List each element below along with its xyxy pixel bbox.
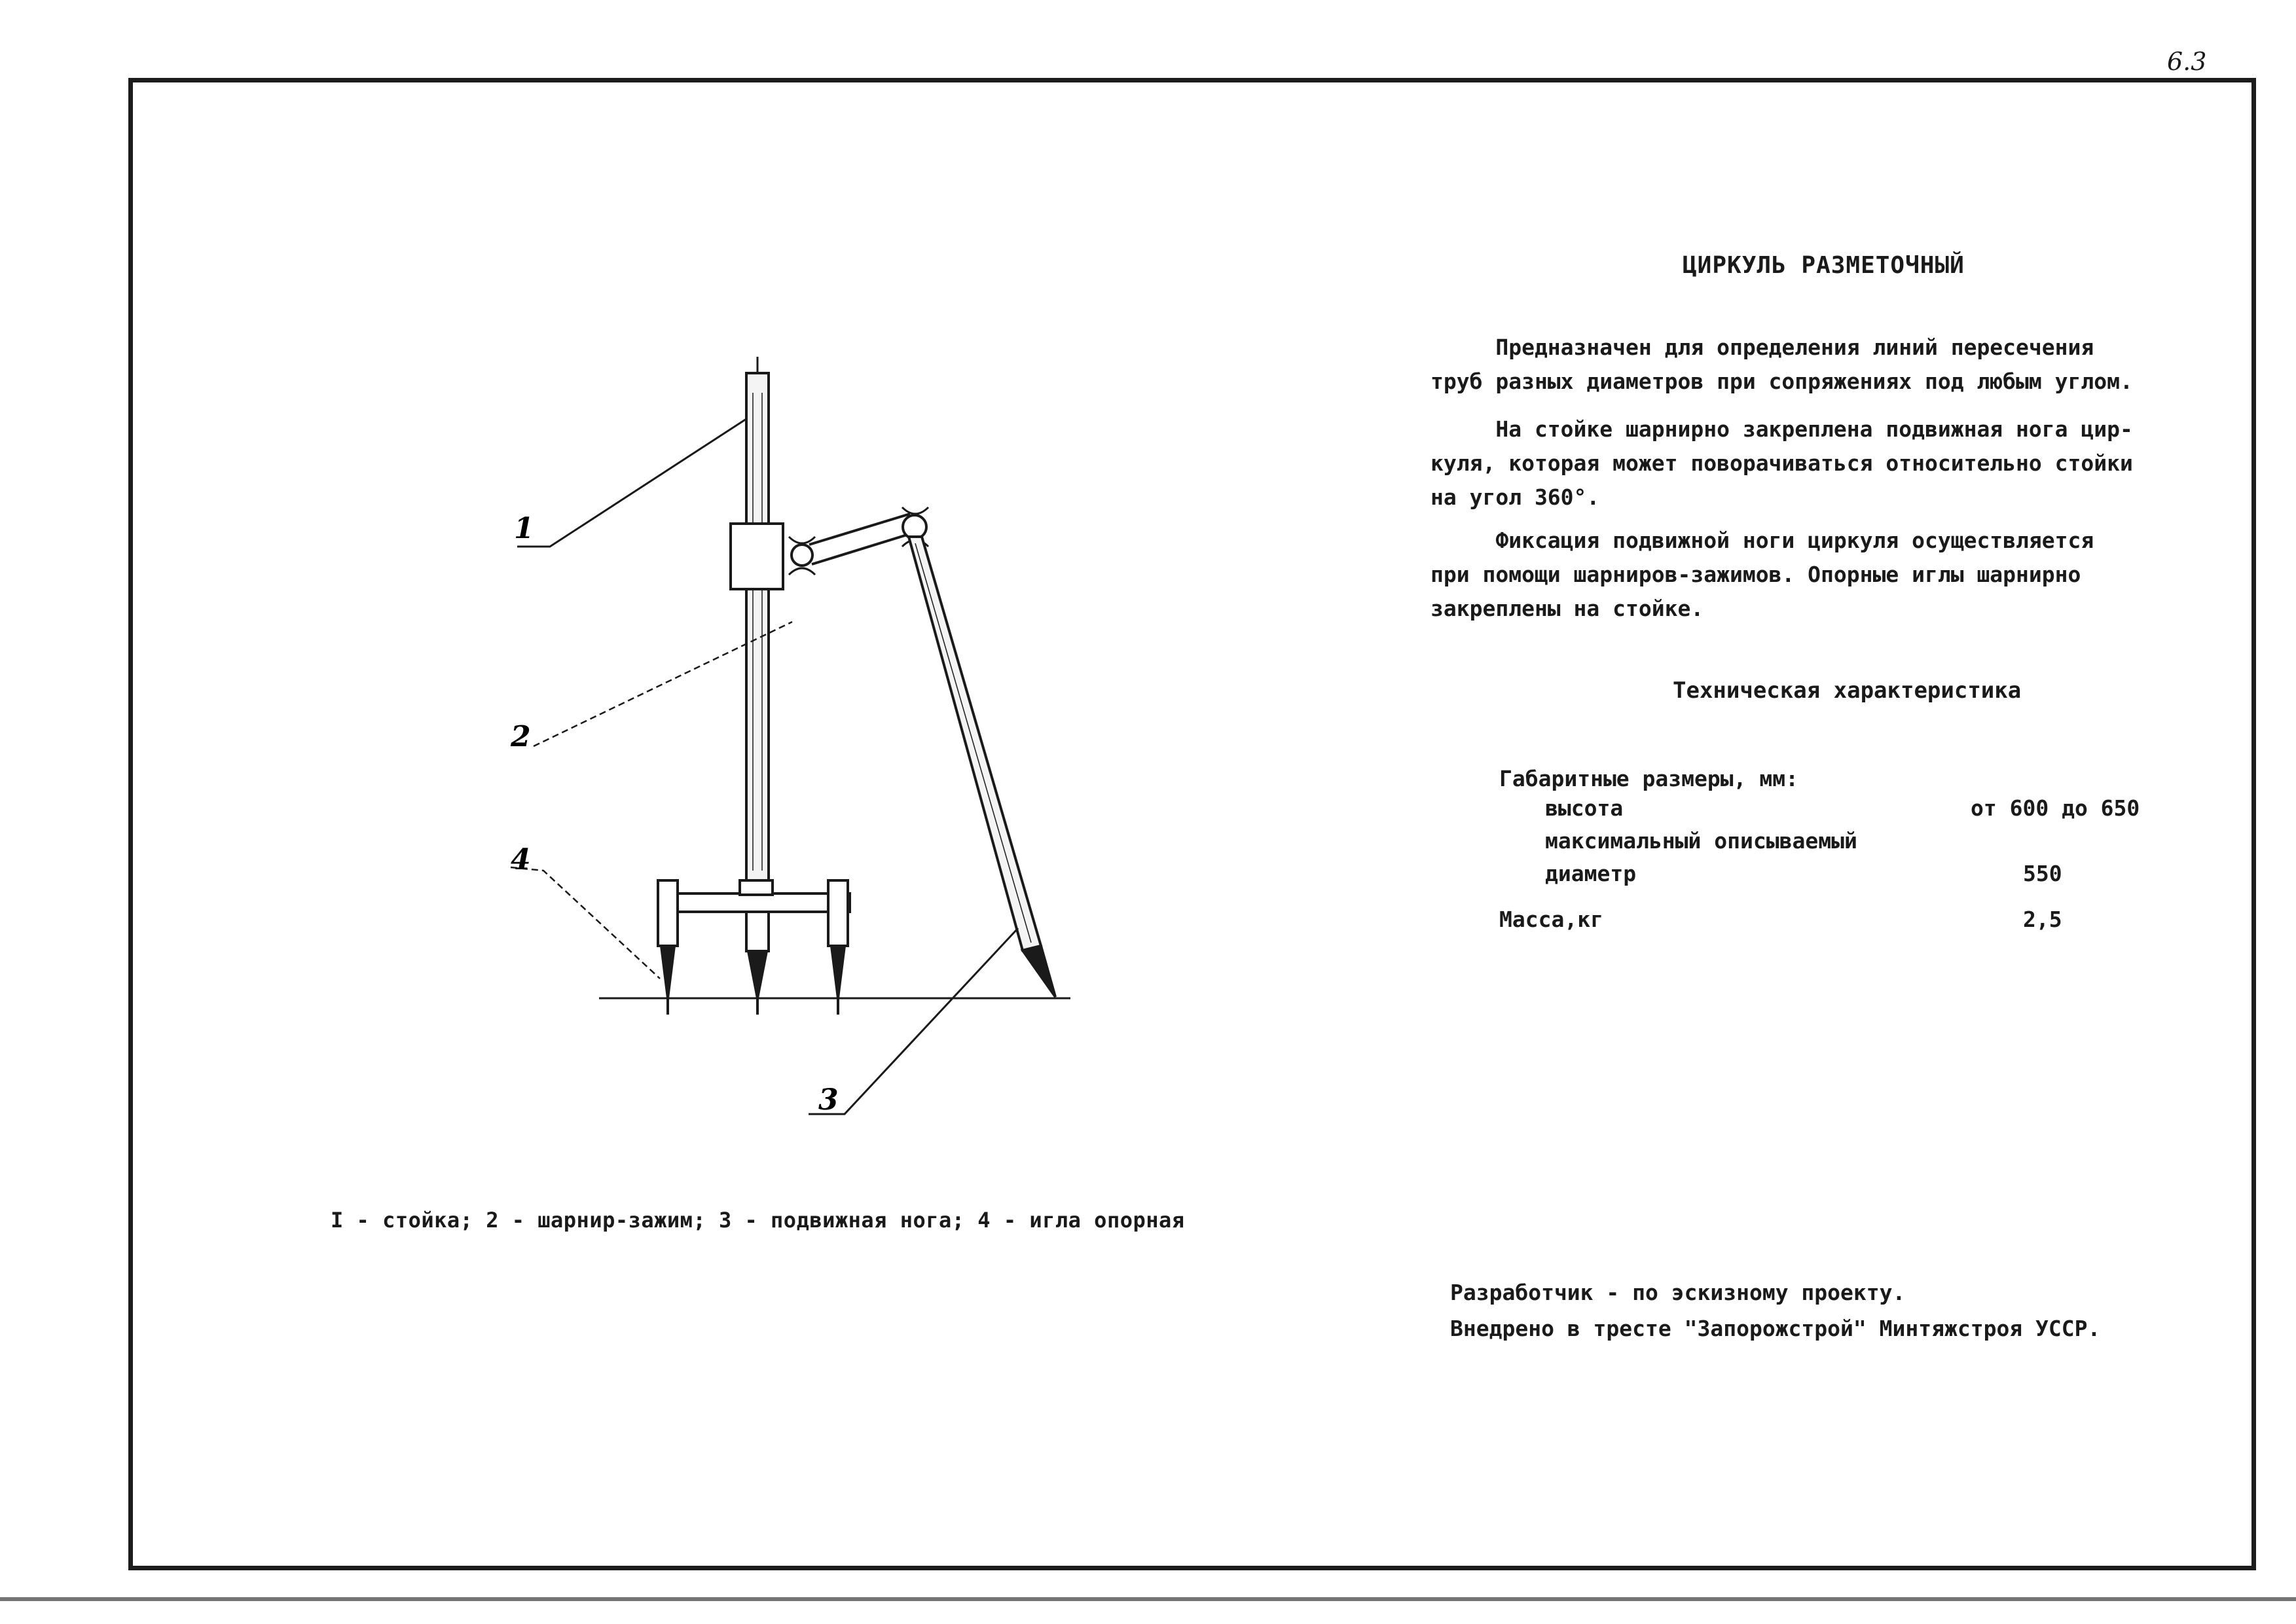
support-needle-center xyxy=(746,912,769,951)
page-number: 6.3 xyxy=(2167,47,2207,76)
callout-3: 3 xyxy=(818,1083,839,1117)
figure-caption: I - стойка; 2 - шарнир-зажим; 3 - подвижная нога; 4 - игла опорная xyxy=(331,1208,1185,1233)
spec-height-value: от 600 до 650 xyxy=(1971,795,2140,821)
leader-4 xyxy=(511,867,660,979)
description-paragraph-2: На стойке шарнирно закреплена подвижная нога цир- куля, которая может поворачиваться относительно стойки на угол 360°. xyxy=(1430,416,2133,510)
leader-1 xyxy=(517,419,746,547)
post-sleeve xyxy=(731,524,783,589)
hinge-clamp-left xyxy=(792,545,812,566)
spec-mass-label: Масса,кг xyxy=(1499,907,1603,932)
upright-post xyxy=(746,373,769,884)
spec-height-label: высота xyxy=(1545,795,1624,821)
document-title: ЦИРКУЛЬ РАЗМЕТОЧНЫЙ xyxy=(1683,252,1965,279)
spec-title: Техническая характеристика xyxy=(1673,677,2022,704)
base-bar xyxy=(660,893,850,912)
callout-1: 1 xyxy=(514,512,534,545)
hinge-arm xyxy=(809,514,910,545)
spec-max-diameter-label: максимальный описываемый xyxy=(1545,828,1857,854)
spec-diameter-value: 550 xyxy=(2023,861,2062,886)
moving-leg xyxy=(909,537,1041,950)
callout-2: 2 xyxy=(511,720,531,753)
spec-diameter-label: диаметр xyxy=(1545,861,1637,886)
implementation-note: Внедрено в тресте "Запорожстрой" Минтяжстроя УССР. xyxy=(1450,1316,2101,1341)
description-paragraph-1: Предназначен для определения линий пересечения труб разных диаметров при сопряжениях под любым углом. xyxy=(1430,334,2133,394)
description-paragraph-3: Фиксация подвижной ноги циркуля осуществляется при помощи шарниров-зажимов. Опорные иглы шарнирно закреплены на стойке. xyxy=(1430,528,2094,621)
spec-mass-value: 2,5 xyxy=(2023,907,2062,932)
developer-note: Разработчик - по эскизному проекту. xyxy=(1450,1280,1906,1305)
callout-4: 4 xyxy=(511,843,531,876)
support-needle-left xyxy=(658,880,678,946)
spec-dimensions-label: Габаритные размеры, мм: xyxy=(1499,766,1798,791)
support-needle-right xyxy=(828,880,848,946)
hinge-clamp-right xyxy=(903,515,926,539)
